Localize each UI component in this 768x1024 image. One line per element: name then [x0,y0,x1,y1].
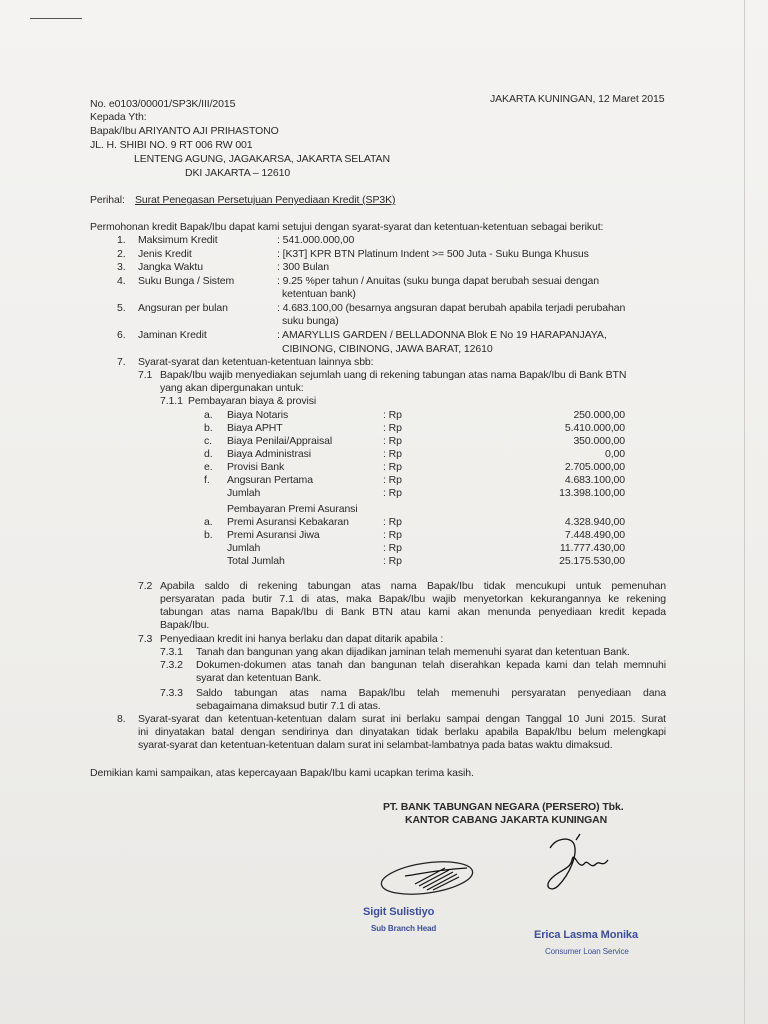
fee-letter: b. [204,422,213,434]
section-7-1-1-num: 7.1.1 [160,395,183,407]
term-value: : 4.683.100,00 (besarnya angsuran dapat berubah apabila terjadi perubahan [277,302,626,314]
company-name: PT. BANK TABUNGAN NEGARA (PERSERO) Tbk. [383,801,624,813]
fee-letter: e. [204,461,213,473]
insurance-currency: : Rp [383,529,402,541]
item8-num: 8. [117,713,126,725]
term-value-cont: ketentuan bank) [282,288,356,300]
fee-currency: : Rp [383,422,402,434]
address-line-2: LENTENG AGUNG, JAGAKARSA, JAKARTA SELATAN [134,153,390,165]
term-value: : 541.000.000,00 [277,234,355,246]
fee-amount: 250.000,00 [573,409,625,421]
insurance-amount: 4.328.940,00 [564,516,625,528]
term-num: 5. [117,302,126,314]
corner-mark [30,18,82,19]
fee-currency: : Rp [383,487,402,499]
grand-total-label: Total Jumlah [227,555,285,567]
signer-2-title: Consumer Loan Service [545,947,629,956]
fee-currency: : Rp [383,461,402,473]
item7-num: 7. [117,356,126,368]
branch-name: KANTOR CABANG JAKARTA KUNINGAN [405,814,608,826]
fee-amount: 5.410.000,00 [564,422,625,434]
fee-amount: 2.705.000,00 [564,461,625,473]
place-date: JAKARTA KUNINGAN, 12 Maret 2015 [490,93,665,105]
section-7-3-1-num: 7.3.1 [160,646,183,658]
section-7-1-text: Bapak/Ibu wajib menyediakan sejumlah uang di rekening tabungan atas nama Bapak/Ibu di Bank BTN [160,369,627,381]
term-label: Maksimum Kredit [138,234,218,246]
insurance-letter: b. [204,529,213,541]
section-7-3-text: Penyediaan kredit ini hanya berlaku dan dapat ditarik apabila : [160,633,444,645]
fee-currency: : Rp [383,409,402,421]
intro-text: Permohonan kredit Bapak/Ibu dapat kami setujui dengan syarat-syarat dan ketentuan-ketentuan sebagai berikut: [90,221,604,233]
address-line-3: DKI JAKARTA – 12610 [185,167,291,179]
item8-line: Syarat-syarat dan ketentuan-ketentuan dalam surat ini berlaku sampai dengan Tanggal 10 Juni 2015. Surat [138,713,666,725]
term-value: : AMARYLLIS GARDEN / BELLADONNA Blok E No 19 HARAPANJAYA, [277,329,607,341]
fee-label: Biaya Notaris [227,409,289,421]
section-7-3-3-text-cont: sebagaimana dimaksud butir 7.1 di atas. [196,700,381,712]
insurance-label: Premi Asuransi Kebakaran [227,516,349,528]
term-label: Jaminan Kredit [138,329,207,341]
fee-label: Biaya Penilai/Appraisal [227,435,333,447]
term-label: Jenis Kredit [138,248,192,260]
fee-amount: 350.000,00 [573,435,625,447]
fee-label: Biaya APHT [227,422,283,434]
signer-2-name: Erica Lasma Monika [534,929,638,941]
letter-number: No. e0103/00001/SP3K/III/2015 [90,98,236,110]
fee-letter: f. [204,474,210,486]
term-num: 4. [117,275,126,287]
section-7-3-num: 7.3 [138,633,153,645]
insurance-subtotal-label: Jumlah [227,542,261,554]
section-7-2-num: 7.2 [138,580,153,592]
section-7-3-2-text-cont: syarat dan ketentuan Bank. [196,672,322,684]
term-value-cont: CIBINONG, CIBINONG, JAWA BARAT, 12610 [282,343,493,355]
item8-line: syarat-syarat dan ketentuan-ketentuan dalam surat ini selambat-lambatnya pada batas waktu dimaksud. [138,739,613,751]
fee-label: Angsuran Pertama [227,474,313,486]
insurance-letter: a. [204,516,213,528]
section-7-2-line: tabungan atas nama Bapak/Ibu di Bank BTN atau kami akan menunda penyediaan kredit kepada [160,606,666,618]
section-7-3-2-num: 7.3.2 [160,659,183,671]
insurance-currency: : Rp [383,516,402,528]
term-num: 2. [117,248,126,260]
term-label: Jangka Waktu [138,261,203,273]
section-7-3-1-text: Tanah dan bangunan yang akan dijadikan jaminan telah memenuhi syarat dan ketentuan Bank. [196,646,630,658]
fee-letter: c. [204,435,212,447]
term-value: : 9.25 %per tahun / Anuitas (suku bunga dapat berubah sesuai dengan [277,275,599,287]
insurance-label: Premi Asuransi Jiwa [227,529,320,541]
section-7-2-line: Bapak/Ibu. [160,619,210,631]
term-num: 3. [117,261,126,273]
term-num: 1. [117,234,126,246]
term-label: Angsuran per bulan [138,302,228,314]
fee-subtotal-amount: 13.398.100,00 [559,487,625,499]
item8-line: ini dinyatakan batal dengan sendirinya dan dinyatakan tidak berlaku apabila Bapak/Ibu belum melengkapi [138,726,666,738]
grand-total-amount: 25.175.530,00 [559,555,625,567]
insurance-amount: 7.448.490,00 [564,529,625,541]
signature-1-image [375,840,485,910]
fee-amount: 4.683.100,00 [564,474,625,486]
fee-currency: : Rp [383,435,402,447]
section-7-1-num: 7.1 [138,369,153,381]
signature-2-image [536,830,616,900]
page-edge [744,0,745,1024]
insurance-subtotal-amount: 11.777.430,00 [559,542,625,554]
closing-text: Demikian kami sampaikan, atas kepercayaan Bapak/Ibu kami ucapkan terima kasih. [90,767,474,779]
section-7-2-line: persyaratan pada butir 7.1 di atas, maka Bapak/Ibu wajib menyetorkan kekurangannya ke rekening [160,593,666,605]
to-label: Kepada Yth: [90,111,147,123]
grand-total-currency: : Rp [383,555,402,567]
term-num: 6. [117,329,126,341]
term-value-cont: suku bunga) [282,315,339,327]
insurance-currency: : Rp [383,542,402,554]
fee-letter: d. [204,448,213,460]
fee-amount: 0,00 [604,448,625,460]
signer-1-name: Sigit Sulistiyo [363,906,435,918]
term-value: : 300 Bulan [277,261,330,273]
subject-label: Perihal: [90,194,125,206]
term-value: : [K3T] KPR BTN Platinum Indent >= 500 Juta - Suku Bunga Khusus [277,248,589,260]
insurance-title: Pembayaran Premi Asuransi [227,503,358,515]
subject-text: Surat Penegasan Persetujuan Penyediaan Kredit (SP3K) [135,194,396,206]
fee-currency: : Rp [383,474,402,486]
section-7-3-3-num: 7.3.3 [160,687,183,699]
section-7-2-line: Apabila saldo di rekening tabungan atas nama Bapak/Ibu tidak mencukupi untuk pemenuhan [160,580,666,592]
recipient-name: Bapak/Ibu ARIYANTO AJI PRIHASTONO [90,125,279,137]
fee-label: Provisi Bank [227,461,285,473]
section-7-3-3-text: Saldo tabungan atas nama Bapak/Ibu telah memenuhi persyaratan penyediaan dana [196,687,666,699]
fee-currency: : Rp [383,448,402,460]
section-7-1-text-cont: yang akan dipergunakan untuk: [160,382,304,394]
term-label: Suku Bunga / Sistem [138,275,235,287]
item7-text: Syarat-syarat dan ketentuan-ketentuan lainnya sbb: [138,356,374,368]
fee-letter: a. [204,409,213,421]
signer-1-title: Sub Branch Head [371,924,437,933]
fee-label: Biaya Administrasi [227,448,311,460]
fee-subtotal-label: Jumlah [227,487,261,499]
section-7-1-1-text: Pembayaran biaya & provisi [188,395,317,407]
address-line-1: JL. H. SHIBI NO. 9 RT 006 RW 001 [90,139,253,151]
section-7-3-2-text: Dokumen-dokumen atas tanah dan bangunan telah diserahkan kepada kami dan telah memnuhi [196,659,666,671]
